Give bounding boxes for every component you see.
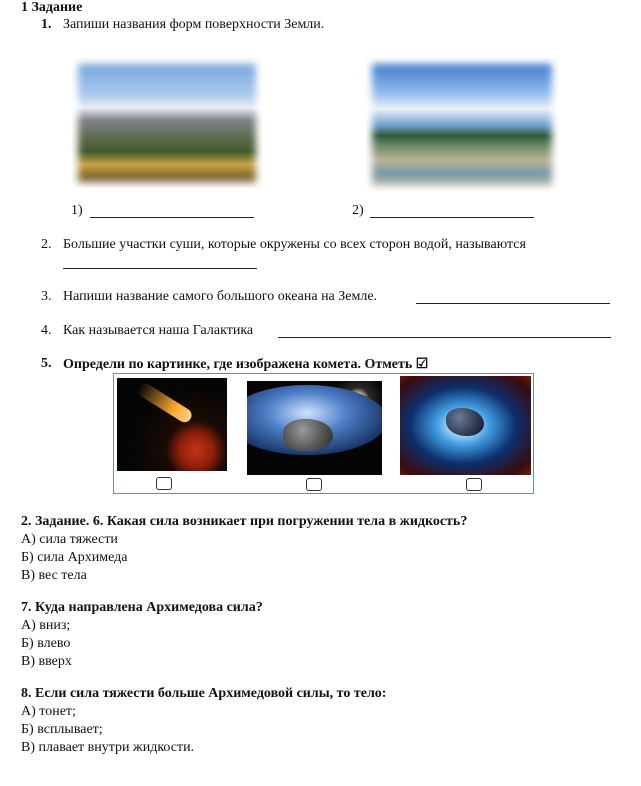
q2-number: 2. bbox=[41, 237, 52, 252]
comet-checkbox-2[interactable] bbox=[306, 478, 322, 491]
q4-number: 4. bbox=[41, 323, 52, 338]
q1-number: 1. bbox=[41, 17, 52, 32]
q8-option-b: Б) всплывает; bbox=[21, 722, 103, 737]
q6-option-b: Б) сила Архимеда bbox=[21, 550, 128, 565]
asteroid-photo bbox=[247, 381, 382, 475]
answer-1-label: 1) bbox=[71, 203, 83, 218]
q5-text: Определи по картинке, где изображена комета. Отметь ☑ bbox=[63, 357, 429, 372]
q4-answer-line[interactable] bbox=[278, 337, 611, 338]
q7-option-a: А) вниз; bbox=[21, 618, 71, 633]
plain-photo bbox=[366, 58, 558, 192]
q3-text: Напиши название самого большого океана на Земле. bbox=[63, 289, 378, 304]
comet-checkbox-3[interactable] bbox=[466, 478, 482, 491]
meteor-photo bbox=[400, 376, 531, 475]
q6-title: 2. Задание. 6. Какая сила возникает при погружении тела в жидкость? bbox=[21, 514, 468, 529]
q8-option-a: А) тонет; bbox=[21, 704, 76, 719]
comet-photo bbox=[117, 378, 227, 471]
q7-option-b: Б) влево bbox=[21, 636, 71, 651]
q8-option-c: В) плавает внутри жидкости. bbox=[21, 740, 195, 755]
comet-checkbox-1[interactable] bbox=[156, 477, 172, 490]
q8-title: 8. Если сила тяжести больше Архимедовой силы, то тело: bbox=[21, 686, 387, 701]
q6-option-a: А) сила тяжести bbox=[21, 532, 118, 547]
q4-text: Как называется наша Галактика bbox=[63, 323, 254, 338]
q2-text: Большие участки суши, которые окружены со всех сторон водой, называются bbox=[63, 237, 526, 252]
q3-answer-line[interactable] bbox=[416, 303, 610, 304]
answer-2-label: 2) bbox=[352, 203, 364, 218]
q3-number: 3. bbox=[41, 289, 52, 304]
q1-text: Запиши названия форм поверхности Земли. bbox=[63, 17, 325, 32]
mountains-photo bbox=[72, 58, 262, 188]
answer-1-line[interactable] bbox=[90, 217, 254, 218]
q7-title: 7. Куда направлена Архимедова сила? bbox=[21, 600, 263, 615]
q7-option-c: В) вверх bbox=[21, 654, 72, 669]
q6-option-c: В) вес тела bbox=[21, 568, 87, 583]
q5-number: 5. bbox=[41, 356, 52, 371]
task1-heading: 1 Задание bbox=[21, 0, 83, 15]
q2-answer-line[interactable] bbox=[63, 268, 257, 269]
answer-2-line[interactable] bbox=[370, 217, 534, 218]
